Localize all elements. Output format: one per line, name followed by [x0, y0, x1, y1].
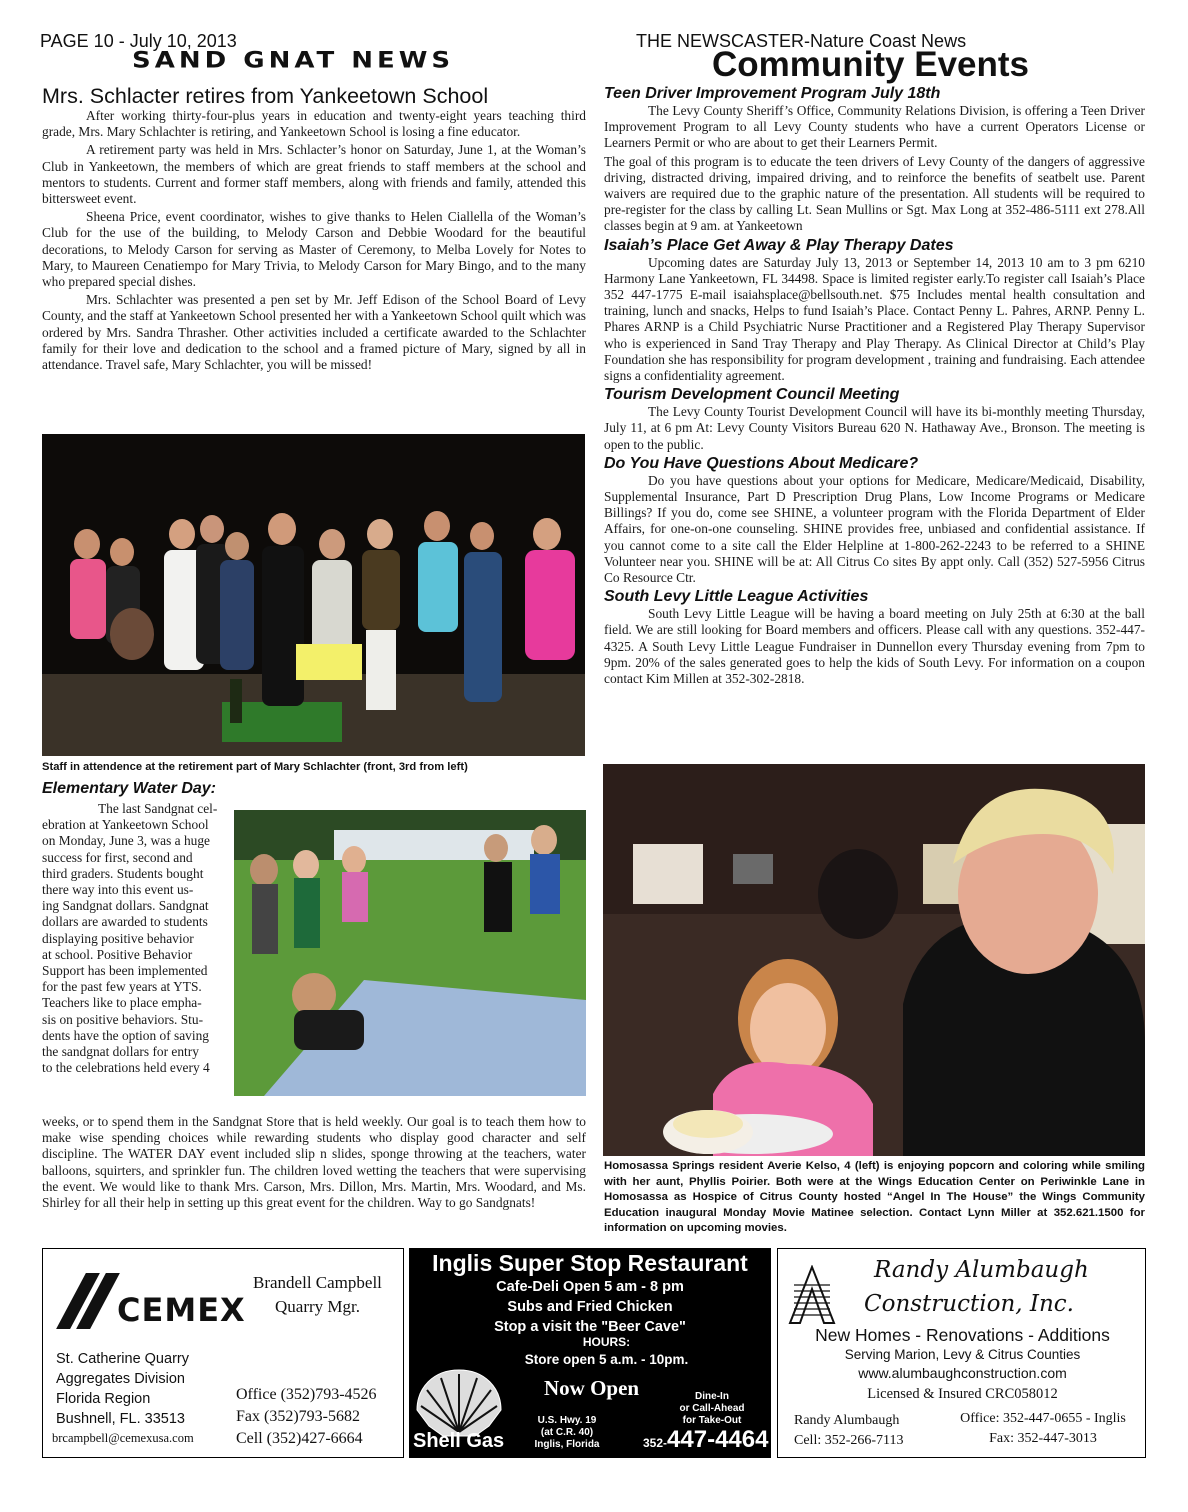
inglis-title: Inglis Super Stop Restaurant — [432, 1250, 748, 1276]
text-line: ebration at Yankeetown School — [42, 817, 209, 833]
cemex-wordmark: CEMEX — [117, 1291, 246, 1329]
cemex-address — [56, 1349, 189, 1429]
text-line: dents have the option of saving — [42, 1027, 209, 1043]
event-heading: South Levy Little League Activities — [604, 588, 869, 606]
page-number-left: PAGE 10 - July 10, 2013 — [40, 31, 237, 51]
alumbaugh-office — [950, 1409, 1136, 1449]
phone-number: 447-4464 — [667, 1426, 769, 1453]
tagline-line: Cafe-Deli Open 5 am - 8 pm — [496, 1279, 684, 1295]
community-events-masthead: Community Events — [712, 45, 1029, 84]
tagline-line: Subs and Fried Chicken — [507, 1299, 673, 1315]
text-line: there way into this event us- — [42, 882, 194, 898]
retirement-photo-caption: Staff in attendence at the retirement part of Mary Schlachter (front, 3rd from left) — [42, 761, 468, 773]
cemex-ad — [42, 1248, 404, 1458]
dine-line: for Take-Out — [682, 1415, 742, 1426]
event-item — [604, 386, 1145, 453]
address-line: St. Catherine Quarry — [56, 1351, 189, 1367]
article-paragraph: A retirement party was held in Mrs. Schlacter’s honor on Saturday, June 1, at the Woman’s Club in Yankeetown, the members of which are great friends to staff members at the school and mentors to students. Current and former staff members, along with friends and family, attended this bittersweet event. — [42, 142, 586, 207]
phone-prefix: 352- — [643, 1436, 668, 1450]
contact-name: Randy Alumbaugh — [794, 1413, 900, 1428]
alumbaugh-name-line2: Construction, Inc. — [864, 1291, 1074, 1317]
text-line: dollars are awarded to students — [42, 914, 208, 930]
contact-cell: Cell: 352-266-7113 — [794, 1433, 904, 1448]
article-headline: Mrs. Schlacter retires from Yankeetown School — [42, 84, 489, 108]
article-paragraph: Mrs. Schlachter was presented a pen set by Mr. Jeff Edison of the School Board of Levy County, and the staff at Yankeetown School presented her with a Yankeetown School quilt which was ordered by Mrs. Sandra Thrasher. Other activities included a certificate awarded to the Schlachter family for their love and dedication to the school and a framed picture of Mary, signed by all in attendance. Travel safe, Mary Schlachter, you will be missed! — [42, 292, 586, 373]
text-line: to the celebrations held every 4 — [42, 1060, 210, 1076]
water-day-heading: Elementary Water Day: — [42, 780, 216, 797]
alumbaugh-logo-icon — [788, 1265, 836, 1325]
inglis-now-open: Now Open — [544, 1376, 640, 1400]
address-line: Florida Region — [56, 1391, 151, 1407]
text-line: sis on positive behaviors. Stu- — [42, 1011, 204, 1027]
inglis-hours: Store open 5 a.m. - 10pm. — [524, 1352, 689, 1367]
event-item — [604, 588, 1145, 687]
alumbaugh-construction-ad — [777, 1248, 1146, 1458]
fax-number: Fax: 352-447-3013 — [989, 1431, 1097, 1446]
office-phone: Office: 352-447-0655 - Inglis — [960, 1411, 1126, 1426]
inglis-shell-label: Shell Gas — [413, 1430, 505, 1452]
event-paragraph: South Levy Little League will be having a board meeting on July 25th at 6:30 at the ball field. We are still looking for Board members and officers. Please call with any questions. 352-447-4325. A South Levy Little League Fundraiser in Dunnellon every Thursday evening from 7pm to 9pm. 20% of the sales generated goes to help the kids of South Levy. For information on a coupon contact Kim Millen at 352-302-2818. — [604, 606, 1145, 687]
event-paragraph: The Levy County Tourist Development Council will have its bi-monthly meeting Thursday, July 11, at 6 pm At: Levy County Visitors Bureau 620 N. Hathaway Ave., Bronson. The meeting is open to the public. — [604, 404, 1145, 452]
text-line: the sandgnat dollars for entry — [42, 1044, 199, 1060]
event-body — [604, 473, 1145, 586]
location-line: U.S. Hwy. 19 — [537, 1415, 597, 1426]
event-paragraph: Upcoming dates are Saturday July 13, 2013 or September 14, 2013 10 am to 3 pm 6210 Harmony Lane Yankeetown, FL 34498. Space is limited register early.To register call Isaiah’s Place 352 447-1775 E-mail isaiahsplace@bellsouth.net. $75 Includes mental health consultation and training, lunch and snacks, Helps to fund Isaiah’s Place. Contact Penny L. Pahres, ARNP. Penny L. Phares ARNP is a Child Psychiatric Nurse Practitioner and a Registered Play Therapy Supervisor who is experienced in Sand Tray Therapy and Play Therapy. As Clinical Director at Child’s Play Foundation she has responsibility for program development , training and fundraising. Each attendee signs a confidentiality agreement. — [604, 254, 1145, 384]
community-events-column — [604, 85, 1145, 689]
alumbaugh-serving: Serving Marion, Levy & Citrus Counties — [844, 1347, 1081, 1362]
text-line: success for first, second and — [42, 849, 193, 865]
alumbaugh-website: www.alumbaughconstruction.com — [858, 1365, 1067, 1381]
cemex-slash-icon — [57, 1273, 113, 1329]
location-line: (at C.R. 40) — [540, 1427, 594, 1438]
sand-gnat-masthead: SAND GNAT NEWS — [132, 48, 455, 74]
event-heading: Do You Have Questions About Medicare? — [604, 454, 919, 472]
text-line: ing Sandgnat dollars. Sandgnat — [42, 898, 209, 914]
alumbaugh-name-line1: Randy Alumbaugh — [874, 1257, 1089, 1283]
alumbaugh-license: Licensed & Insured CRC058012 — [867, 1386, 1058, 1402]
dine-line: Dine-In — [695, 1391, 729, 1402]
cemex-logo — [57, 1267, 246, 1331]
cemex-phones — [236, 1384, 377, 1450]
location-line: Inglis, Florida — [534, 1439, 600, 1450]
event-item — [604, 237, 1145, 385]
inglis-dine-in — [667, 1391, 757, 1427]
alumbaugh-contact — [794, 1411, 904, 1451]
text-line: third graders. Students bought — [42, 865, 204, 881]
inglis-tagline — [409, 1277, 771, 1337]
address-line: Aggregates Division — [56, 1371, 185, 1387]
event-item — [604, 455, 1145, 586]
phone-line: Office (352)793-4526 — [236, 1386, 377, 1403]
retirement-article-body — [42, 108, 586, 375]
movie-matinee-photo — [603, 764, 1145, 1156]
event-heading: Tourism Development Council Meeting — [604, 386, 900, 404]
event-paragraph: The goal of this program is to educate the teen drivers of Levy County of the dangers of aggressive driving, distracted driving, impaired driving, and to reinforce the benefits of seatbelt use. Parent waivers are required due to the graphic nature of the presentation. All students will be required to pre-register for the class by calling Lt. Sean Mullins or Sgt. Max Long at 352-486-5111 ext 278.All classes begin at 9 am. at Yankeetown — [604, 153, 1145, 234]
inglis-location — [527, 1415, 607, 1451]
event-body — [604, 103, 1145, 235]
phone-line: Cell (352)427-6664 — [236, 1430, 363, 1447]
address-line: Bushnell, FL. 33513 — [56, 1411, 185, 1427]
tagline-line: Stop a visit the "Beer Cave" — [494, 1319, 686, 1335]
event-item — [604, 85, 1145, 235]
text-line: Support has been implemented — [42, 963, 208, 979]
event-body — [604, 606, 1145, 687]
event-paragraph: The Levy County Sheriff’s Office, Community Relations Division, is offering a Teen Driver Improvement Program to all Levy County students who have a current Operators License or Learners Permit or who are about to get their Learners Permit. — [604, 103, 1145, 151]
alumbaugh-services: New Homes - Renovations - Additions — [815, 1325, 1110, 1345]
inglis-hours-label: HOURS: — [582, 1335, 631, 1349]
text-line: for the past few years at YTS. — [42, 979, 202, 995]
text-line: on Monday, June 3, was a huge — [42, 833, 210, 849]
cemex-contact-title: Quarry Mgr. — [275, 1297, 360, 1316]
text-line: The last Sandgnat cel- — [98, 801, 218, 816]
dine-line: or Call-Ahead — [679, 1403, 745, 1414]
text-line: at school. Positive Behavior — [42, 946, 193, 962]
page-header-right: THE NEWSCASTER-Nature Coast News — [636, 31, 967, 51]
text-line: Teachers like to place empha- — [42, 995, 202, 1011]
retirement-party-photo — [42, 434, 585, 756]
event-heading: Isaiah’s Place Get Away & Play Therapy Dates — [604, 236, 954, 254]
phone-line: Fax (352)793-5682 — [236, 1408, 360, 1425]
article-paragraph: weeks, or to spend them in the Sandgnat Store that is held weekly. Our goal is to teach them how to make wise spending choices while rewarding students who display good character and self discipline. The WATER DAY event included slip n slides, sponge throwing at the teachers, water balloons, squirters, and sprinkler fun. The children loved wetting the teachers that were supervising the event. We would like to thank Mrs. Carson, Mrs. Dillon, Mrs. Martin, Mrs. Woodard, and Ms. Shirley for all their help in setting up this great event for the children. Way to go Sandgnats! — [42, 1114, 586, 1211]
event-body — [604, 404, 1145, 453]
article-paragraph: After working thirty-four-plus years in education and twenty-eight years teaching third grade, Mrs. Mary Schlachter is retiring, and Yankeetown School is losing a fine educator. — [42, 108, 586, 140]
event-paragraph: Do you have questions about your options for Medicare, Medicare/Medicaid, Disability, Supplemental Insurance, Part D Prescription Drug Plans, Low Income Programs or Medicare Billings? If you do, come see SHINE, a volunteer program with the Florida Department of Elder Affairs, for one-on-one counseling. SHINE provides free, unbiased and confidential assistance. If you cannot come to a site call the Elder Helpline at 1-800-262-2243 to be referred to a SHINE Volunteer near you. SHINE will be at: All Citrus Co sites By appt only. Call (352) 527-5956 Citrus Co Resource Ctr. — [604, 472, 1145, 586]
water-day-photo — [234, 810, 586, 1096]
inglis-super-stop-ad — [409, 1248, 771, 1458]
cemex-contact-name: Brandell Campbell — [253, 1273, 382, 1292]
text-line: displaying positive behavior — [42, 930, 194, 946]
cemex-email: brcampbell@cemexusa.com — [52, 1431, 194, 1445]
event-body — [604, 255, 1145, 385]
water-day-continuation — [42, 1114, 586, 1213]
inglis-phone — [643, 1426, 768, 1454]
movie-photo-caption: Homosassa Springs resident Averie Kelso, 4 (left) is enjoying popcorn and coloring while smiling with her aunt, Phyllis Poirier. Both were at the Wings Education Center on Periwinkle Lane in Homosassa as Hospice of Citrus County hosted “Angel In The House” the Wings Community Education inaugural Monday Movie Matinee selection. Contact Lynn Miller at 352.621.1500 for information on upcoming movies. — [604, 1160, 1145, 1235]
water-day-narrow-column — [42, 801, 228, 1076]
article-paragraph: Sheena Price, event coordinator, wishes to give thanks to Helen Ciallella of the Woman’s Club for the use of the building, to Melody Carson and Debbie Woodard for the beautiful decorations, to Melody Carson for serving as Master of Ceremony, to Melba Lovely for Notes to Mary, to Maureen Cenatiempo for Mary Trivia, to Melody Carson for Mary Bingo, and to the many who prepared special dishes. — [42, 209, 586, 290]
event-heading: Teen Driver Improvement Program July 18th — [604, 85, 941, 102]
